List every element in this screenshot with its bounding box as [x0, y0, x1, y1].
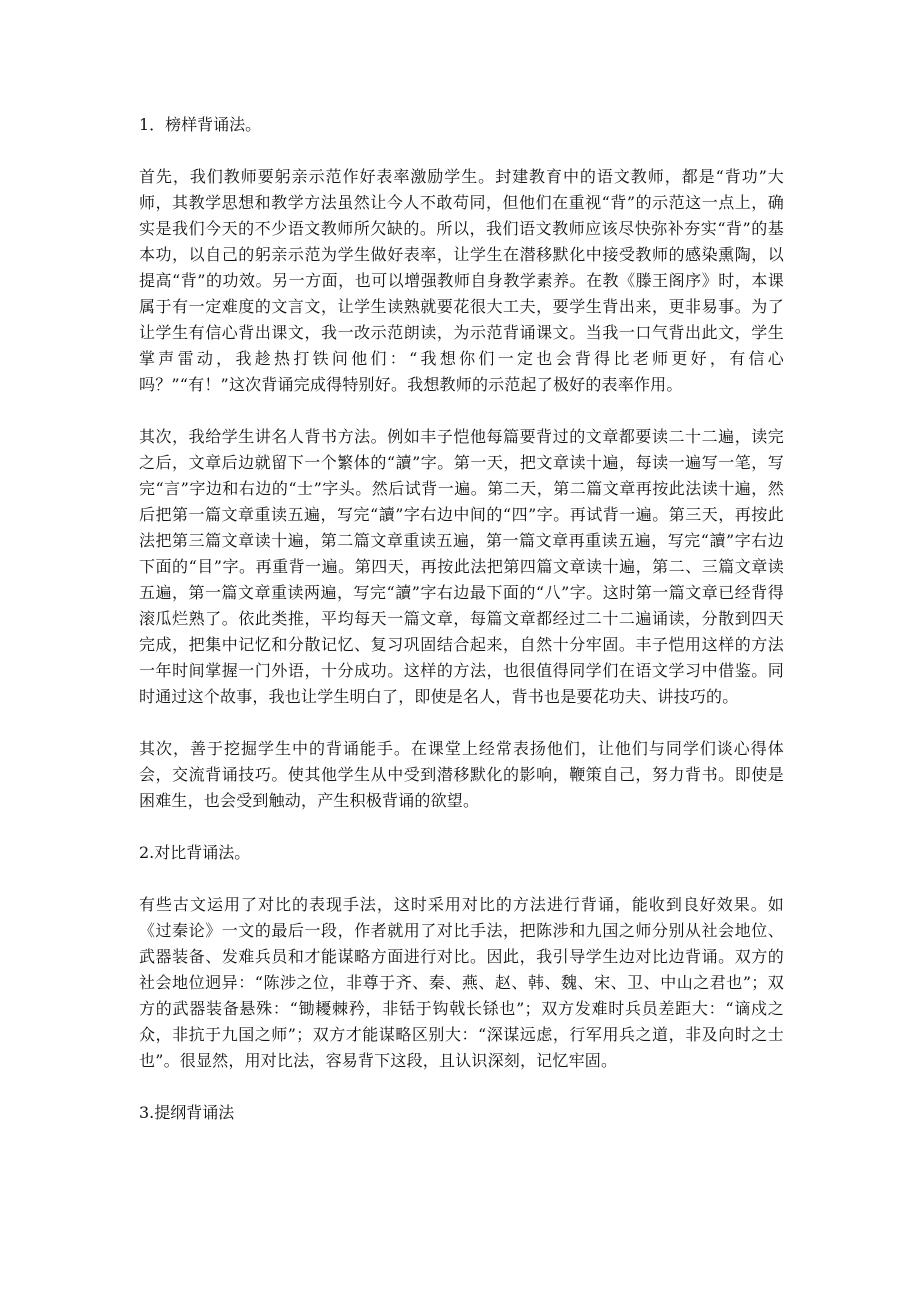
document-body	[139, 112, 784, 1126]
paragraph-role-model: 首先，我们教师要躬亲示范作好表率激励学生。封建教育中的语文教师，都是“背功”大师，其教学思想和教学方法虽然让今人不敢苟同，但他们在重视“背”的示范这一点上，确实是我们今天的不少语文教师所欠缺的。所以，我们语文教师应该尽快弥补夯实“背”的基本功，以自己的躬亲示范为学生做好表率，让学生在潜移默化中接受教师的感染熏陶，以提高“背”的功效。另一方面，也可以增强教师自身教学素养。在教《滕王阁序》时，本课属于有一定难度的文言文，让学生读熟就要花很大工夫，要学生背出来，更非易事。为了让学生有信心背出课文，我一改示范朗读，为示范背诵课文。当我一口气背出此文，学生掌声雷动，我趁热打铁问他们：“我想你们一定也会背得比老师更好，有信心吗？”“有！”这次背诵完成得特别好。我想教师的示范起了极好的表率作用。	[139, 167, 784, 394]
section-heading-2: 2.对比背诵法。	[139, 843, 251, 862]
paragraph-student-experts: 其次，善于挖掘学生中的背诵能手。在课堂上经常表扬他们，让他们与同学们谈心得体会，交流背诵技巧。使其他学生从中受到潜移默化的影响，鞭策自己，努力背书。即使是困难生，也会受到触动，产生积极背诵的欲望。	[139, 739, 784, 810]
paragraph-famous-method: 其次，我给学生讲名人背书方法。例如丰子恺他每篇要背过的文章都要读二十二遍，读完之后，文章后边就留下一个繁体的“讀”字。第一天，把文章读十遍，每读一遍写一笔，写完“言”字边和右边的“士”字头。然后试背一遍。第二天，第二篇文章再按此法读十遍，然后把第一篇文章重读五遍，写完“讀”字右边中间的“四”字。再试背一遍。第三天，再按此法把第三篇文章读十遍，第二篇文章重读五遍，第一篇文章再重读五遍，写完“讀”字右边下面的“目”字。再重背一遍。第四天，再按此法把第四篇文章读十遍，第二、三篇文章读五遍，第一篇文章重读两遍，写完“讀”字右边最下面的“八”字。这时第一篇文章已经背得滚瓜烂熟了。依此类推，平均每天一篇文章，每篇文章都经过二十二遍诵读，分散到四天完成，把集中记忆和分散记忆、复习巩固结合起来，自然十分牢固。丰子恺用这样的方法一年时间掌握一门外语，十分成功。这样的方法，也很值得同学们在语文学习中借鉴。同时通过这个故事，我也让学生明白了，即使是名人，背书也是要花功夫、讲技巧的。	[139, 427, 784, 706]
section-heading-1: 1．榜样背诵法。	[139, 115, 262, 134]
section-heading-3: 3.提纲背诵法	[139, 1103, 235, 1122]
paragraph-contrast-method: 有些古文运用了对比的表现手法，这时采用对比的方法进行背诵，能收到良好效果。如《过秦论》一文的最后一段，作者就用了对比手法，把陈涉和九国之师分别从社会地位、武器装备、发难兵员和才能谋略方面进行对比。因此，我引导学生边对比边背诵。双方的社会地位迥异：“陈涉之位，非尊于齐、秦、燕、赵、韩、魏、宋、卫、中山之君也”；双方的武器装备悬殊：“锄耰棘矜，非铦于钩戟长铩也”；双方发难时兵员差距大：“谪戍之众，非抗于九国之师”；双方才能谋略区别大：“深谋远虑，行军用兵之道，非及向时之士也”。很显然，用对比法，容易背下这段，且认识深刻，记忆牢固。	[139, 895, 784, 1070]
